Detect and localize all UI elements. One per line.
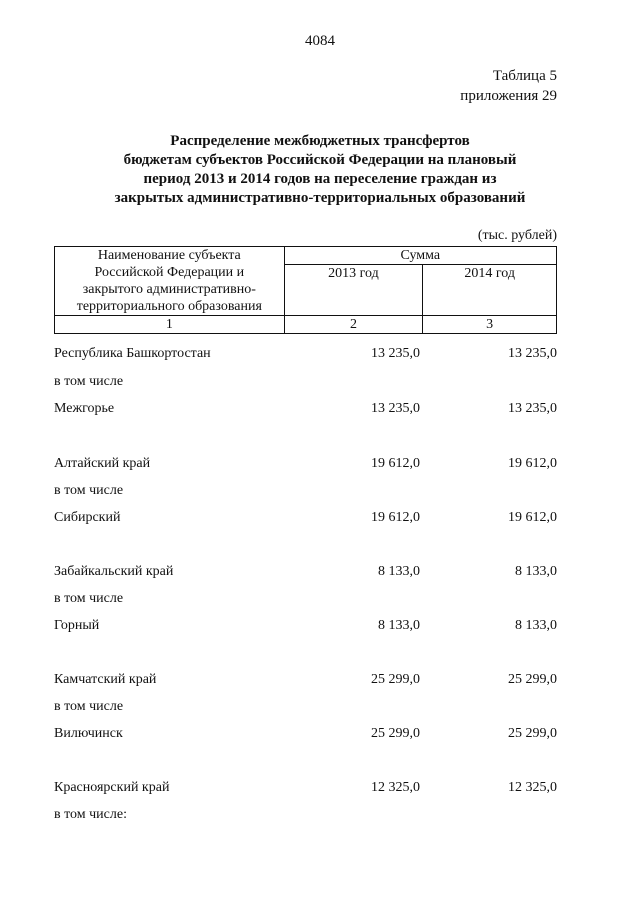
header-sum: Сумма xyxy=(284,247,556,265)
appendix-annex-label: приложения 29 xyxy=(460,88,557,104)
column-number: 2 xyxy=(284,316,423,334)
row-value-2013: 8 133,0 xyxy=(378,564,420,579)
table-row xyxy=(54,483,557,503)
table-row xyxy=(54,510,557,530)
column-number: 1 xyxy=(55,316,285,334)
table-row xyxy=(54,672,557,692)
title-line: Распределение межбюджетных трансфертов xyxy=(170,133,470,149)
title-line: период 2013 и 2014 годов на переселение граждан из xyxy=(143,171,497,187)
header-name-line: Российской Федерации и xyxy=(94,265,245,280)
table-row xyxy=(54,618,557,638)
title-line: закрытых административно-территориальных образований xyxy=(114,190,526,206)
row-value-2013: 8 133,0 xyxy=(378,618,420,633)
table-row xyxy=(54,726,557,746)
row-name: Республика Башкортостан xyxy=(54,346,211,361)
page-number: 4084 xyxy=(305,33,335,49)
row-value-2013: 19 612,0 xyxy=(371,456,420,471)
table-row xyxy=(54,456,557,476)
row-value-2014: 13 235,0 xyxy=(508,401,557,416)
table-row xyxy=(54,374,557,394)
row-value-2013: 13 235,0 xyxy=(371,346,420,361)
document-title xyxy=(0,132,640,208)
table-row xyxy=(54,564,557,584)
units-note: (тыс. рублей) xyxy=(477,228,557,243)
row-name: Красноярский край xyxy=(54,780,170,795)
row-value-2013: 12 325,0 xyxy=(371,780,420,795)
header-name-line: Наименование субъекта xyxy=(97,248,241,263)
row-value-2013: 13 235,0 xyxy=(371,401,420,416)
table-row xyxy=(54,780,557,800)
row-value-2014: 25 299,0 xyxy=(508,672,557,687)
row-name: Камчатский край xyxy=(54,672,157,687)
row-value-2014: 19 612,0 xyxy=(508,510,557,525)
row-value-2014: 8 133,0 xyxy=(515,564,557,579)
row-name: Алтайский край xyxy=(54,456,151,471)
table-row xyxy=(54,346,557,366)
title-line: бюджетам субъектов Российской Федерации на плановый xyxy=(123,152,517,168)
row-name: Сибирский xyxy=(54,510,121,525)
header-year-2013: 2013 год xyxy=(284,265,423,316)
appendix-reference xyxy=(460,66,557,106)
row-name: в том числе: xyxy=(54,807,127,822)
row-value-2013: 25 299,0 xyxy=(371,726,420,741)
row-name: Вилючинск xyxy=(54,726,123,741)
row-value-2014: 13 235,0 xyxy=(508,346,557,361)
column-number: 3 xyxy=(423,316,557,334)
row-name: Забайкальский край xyxy=(54,564,174,579)
row-value-2013: 25 299,0 xyxy=(371,672,420,687)
row-name: в том числе xyxy=(54,699,124,714)
header-name-line: территориального образования xyxy=(76,299,262,314)
table-row xyxy=(54,591,557,611)
row-value-2014: 8 133,0 xyxy=(515,618,557,633)
row-name: Горный xyxy=(54,618,100,633)
row-value-2014: 19 612,0 xyxy=(508,456,557,471)
row-name: в том числе xyxy=(54,374,124,389)
table-row xyxy=(54,401,557,421)
row-name: в том числе xyxy=(54,483,124,498)
row-value-2014: 12 325,0 xyxy=(508,780,557,795)
header-year-2014: 2014 год xyxy=(423,265,557,316)
row-value-2013: 19 612,0 xyxy=(371,510,420,525)
header-name-line: закрытого административно- xyxy=(82,282,256,297)
row-value-2014: 25 299,0 xyxy=(508,726,557,741)
row-name: Межгорье xyxy=(54,401,115,416)
table-row xyxy=(54,699,557,719)
row-name: в том числе xyxy=(54,591,124,606)
header-name-column xyxy=(55,247,285,316)
appendix-table-label: Таблица 5 xyxy=(492,68,557,84)
table-header xyxy=(54,246,557,334)
table-row xyxy=(54,807,557,827)
